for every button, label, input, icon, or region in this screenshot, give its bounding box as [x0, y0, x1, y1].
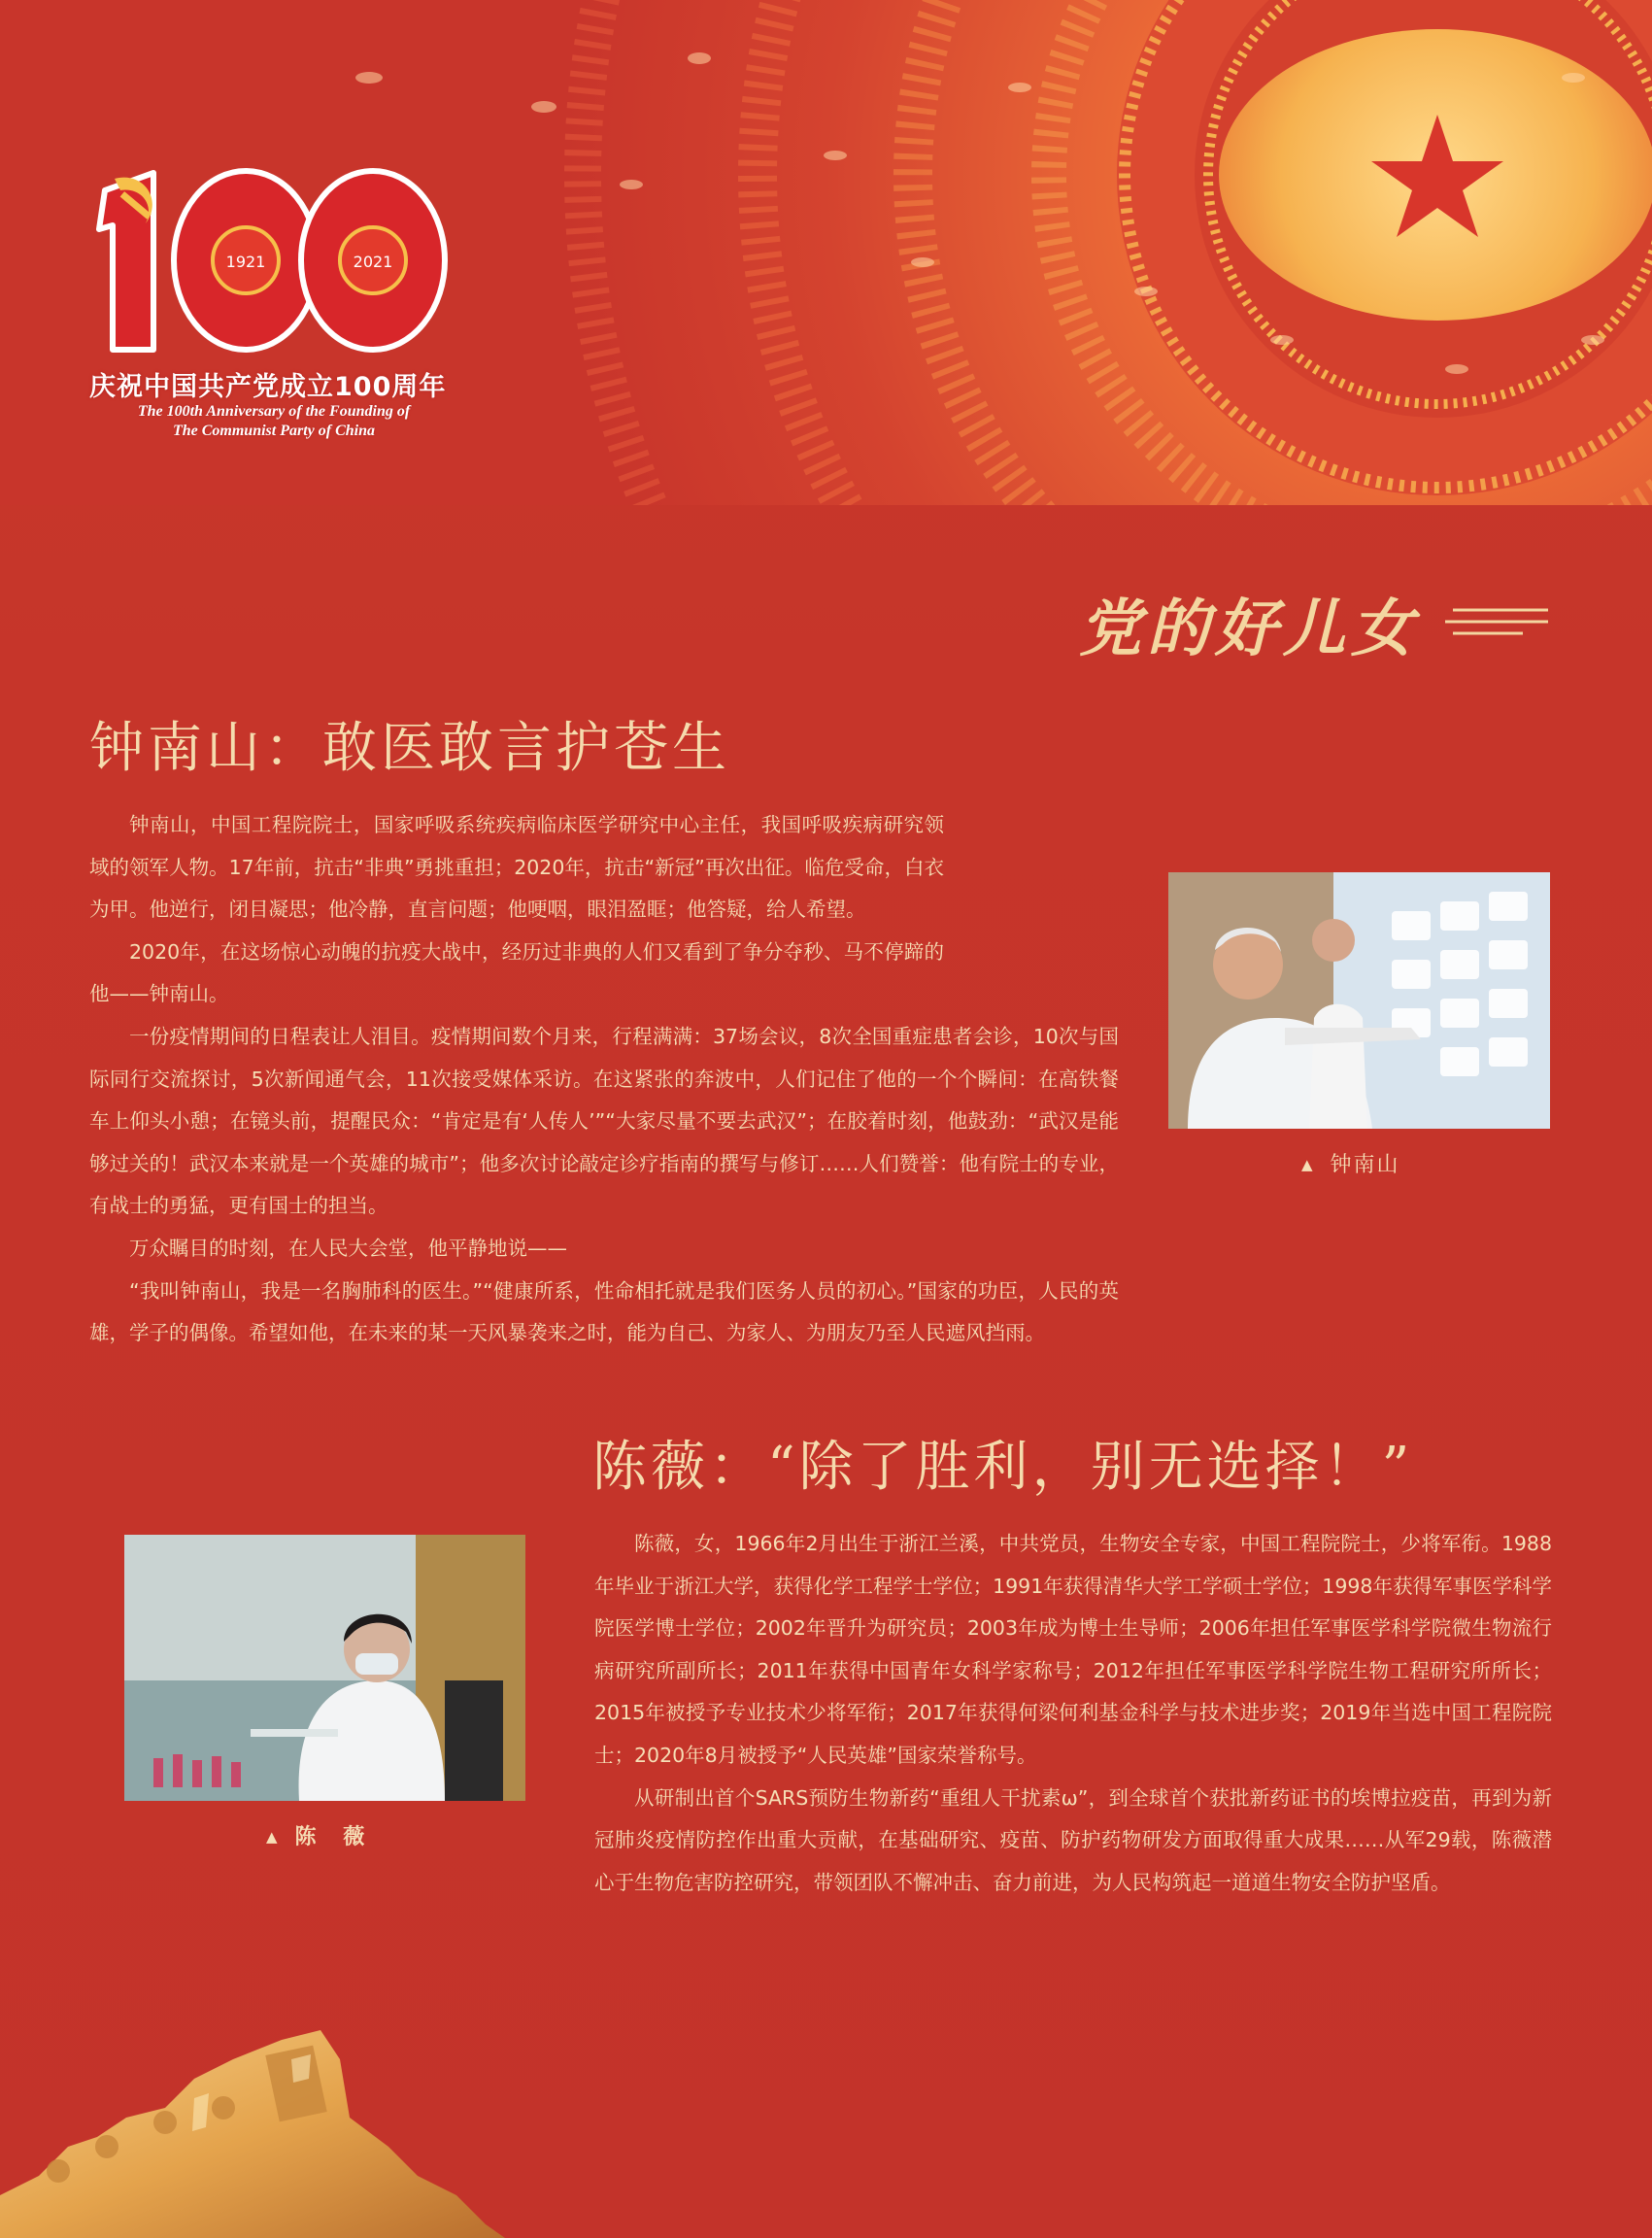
monument-sculpture: [0, 2001, 505, 2238]
person1-paragraph: “我叫钟南山，我是一名胸肺科的医生。”“健康所系，性命相托就是我们医务人员的初心。”国家的功臣，人民的英雄，学子的偶像。希望如他，在未来的某一天风暴袭来之时，能为自己、为家人、为朋友乃至人民遮风挡雨。: [89, 1278, 1119, 1345]
title-decoration-lines: [1445, 602, 1548, 641]
caption-triangle-icon: ▲: [1301, 1156, 1313, 1173]
person2-paragraph: 从研制出首个SARS预防生物新药“重组人干扰素ω”，到全球首个获批新药证书的埃博拉疫苗，再到为新冠肺炎疫情防控作出重大贡献，在基础研究、疫苗、防护药物研发方面取得重大成果……从军29载，陈薇潜心于生物危害防控研究，带领团队不懈冲击、奋力前进，为人民构筑起一道道生物安全防护坚盾。: [594, 1785, 1552, 1894]
person2-title: 陈薇：“除了胜利，别无选择！”: [592, 1436, 1414, 1499]
person1-text: [89, 804, 1119, 1355]
logo-title-en: [89, 402, 458, 441]
logo-title-en-line1: The 100th Anniversary of the Founding of: [137, 403, 411, 420]
person1-photo: [1168, 872, 1550, 1129]
person1-caption-text: 钟南山: [1330, 1153, 1400, 1177]
person2-text: [594, 1523, 1552, 1904]
person1-paragraph: 万众瞩目的时刻，在人民大会堂，他平静地说——: [129, 1236, 567, 1260]
person2-caption: [266, 1820, 374, 1850]
person1-paragraph: 钟南山，中国工程院院士，国家呼吸系统疾病临床医学研究中心主任，我国呼吸疾病研究领域的领军人物。17年前，抗击“非典”勇挑重担；2020年，抗击“新冠”再次出征。临危受命，白衣为甲。他逆行，闭目凝思；他冷静，直言问题；他哽咽，眼泪盈眶；他答疑，给人希望。: [89, 813, 944, 922]
logo-year-end: 2021: [353, 253, 393, 271]
person1-paragraph: 一份疫情期间的日程表让人泪目。疫情期间数个月来，行程满满：37场会议，8次全国重症患者会诊，10次与国际同行交流探讨，5次新闻通气会，11次接受媒体采访。在这紧张的奔波中，人们记住了他的一个个瞬间：在高铁餐车上仰头小憩；在镜头前，提醒民众：“肯定是有‘人传人’”“大家尽量不要去武汉”；在胶着时刻，他鼓劲：“武汉是能够过关的！武汉本来就是一个英雄的城市”；他多次讨论敲定诊疗指南的撰写与修订……人们赞誉：他有院士的专业，有战士的勇猛，更有国士的担当。: [89, 1024, 1119, 1218]
person2-photo: [124, 1535, 525, 1801]
person2-paragraph: 陈薇，女，1966年2月出生于浙江兰溪，中共党员，生物安全专家，中国工程院院士，少将军衔。1988年毕业于浙江大学，获得化学工程学士学位；1991年获得清华大学工学硕士学位；1998年获得军事医学科学院医学博士学位；2002年晋升为研究员；2003年成为博士生导师；2006年担任军事医学科学院微生物流行病研究所副所长；2011年获得中国青年女科学家称号；2012年担任军事医学科学院生物工程研究所所长；2015年被授予专业技术少将军衔；2017年获得何梁何利基金科学与技术进步奖；2019年当选中国工程院院士；2020年8月被授予“人民英雄”国家荣誉称号。: [594, 1532, 1552, 1767]
logo-title-cn: 庆祝中国共产党成立100周年: [89, 372, 447, 402]
person2-caption-text: 陈 薇: [294, 1825, 375, 1849]
section-title: 党的好儿女: [1079, 593, 1419, 665]
person1-title: 钟南山：敢医敢言护苍生: [89, 717, 730, 780]
person1-caption: [1301, 1148, 1400, 1178]
caption-triangle-icon: ▲: [266, 1828, 278, 1846]
logo-year-start: 1921: [225, 253, 266, 271]
person1-paragraph: 2020年，在这场惊心动魄的抗疫大战中，经历过非典的人们又看到了争分夺秒、马不停蹄的他——钟南山。: [89, 939, 944, 1006]
logo-title-en-line2: The Communist Party of China: [172, 423, 376, 439]
